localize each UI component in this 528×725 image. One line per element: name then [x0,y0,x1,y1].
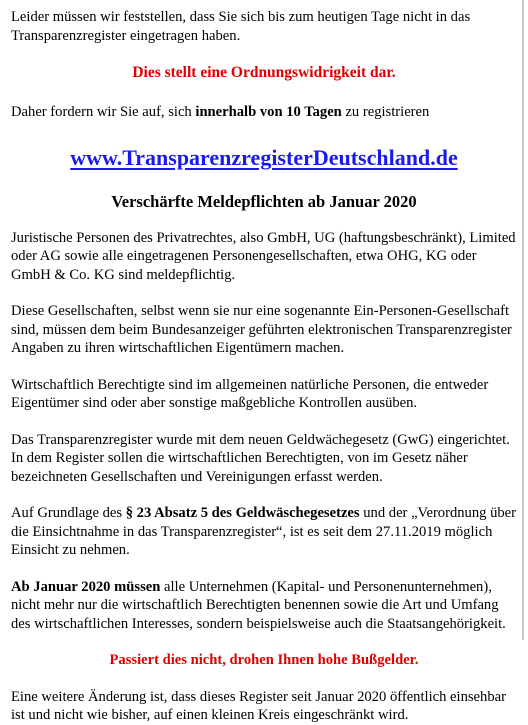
paragraph-beneficial-owners: Wirtschaftlich Berechtigte sind im allgemeinen natürliche Personen, die entweder Eigentümer sind oder aber sonstige maßgebliche Kontrollen ausüben. [11,376,489,411]
section-heading: Verschärfte Meldepflichten ab Januar 2020 [111,192,417,211]
legal-basis-after: und der „Verordnung über die Einsichtnahme in das Transparenzregister“, ist es seit dem 27.11.2019 möglich Einsicht zu nehmen. [11,505,517,558]
intro-paragraph: Leider müssen wir feststellen, dass Sie sich bis zum heutigen Tage nicht in das Transparenzregister eingetragen haben. [11,9,471,44]
paragraph-register-origin: Das Transparenzregister wurde mit dem neuen Geldwächegesetz (GwG) eingerichtet. In dem Register sollen die wirtschaftlichen Berechtigten, von im Gesetz näher bezeichneten Gesellschaften und Vereinigungen erfasst werden. [11,431,510,485]
paragraph-legal-basis [11,504,517,560]
january-text-after: alle Unternehmen (Kapital- und Personenunternehmen), nicht mehr nur die wirtschaftlich Berechtigten benennen sowie die Art und Umfang des wirtschaftlichen Interesses, sondern beispielsweise auch die Staatsangehörigkeit. [11,578,506,632]
paragraph-public-access: Eine weitere Änderung ist, dass dieses Register seit Januar 2020 öffentlich einsehbar ist und nicht wie bisher, auf einen kleinen Kreis eingeschränkt wird. [11,688,506,723]
paragraph-legal-entities: Juristische Personen des Privatrechtes, also GmbH, UG (haftungsbeschränkt), Limited oder AG sowie alle eingetragenen Personengesellschaften, etwa OHG, KG oder GmbH & Co. KG sind meldepflichtig. [11,229,516,283]
fine-warning: Passiert dies nicht, drohen Ihnen hohe Bußgelder. [109,652,419,668]
paragraph-january-requirements [11,578,517,634]
deadline-paragraph [11,103,517,122]
january-emphasis: Ab Januar 2020 müssen [11,578,161,595]
violation-notice: Dies stellt eine Ordnungswidrigkeit dar. [132,64,396,81]
deadline-text-before: Daher fordern wir Sie auf, sich [11,103,196,120]
website-link[interactable]: www.TransparenzregisterDeutschland.de [70,145,458,170]
legal-basis-emphasis: § 23 Absatz 5 des Geldwäschegesetzes [125,505,360,521]
website-link-block [11,145,517,171]
legal-basis-before: Auf Grundlage des [11,505,126,521]
deadline-emphasis: innerhalb von 10 Tagen [195,103,342,120]
deadline-text-after: zu registrieren [341,103,430,120]
paragraph-single-person-companies: Diese Gesellschaften, selbst wenn sie nur eine sogenannte Ein-Personen-Gesellschaft sind, müssen dem beim Bundesanzeiger geführten elektronischen Transparenzregister Angaben zu ihren wirtschaftlichen Eigentümern machen. [11,303,512,356]
message-content [11,8,517,725]
